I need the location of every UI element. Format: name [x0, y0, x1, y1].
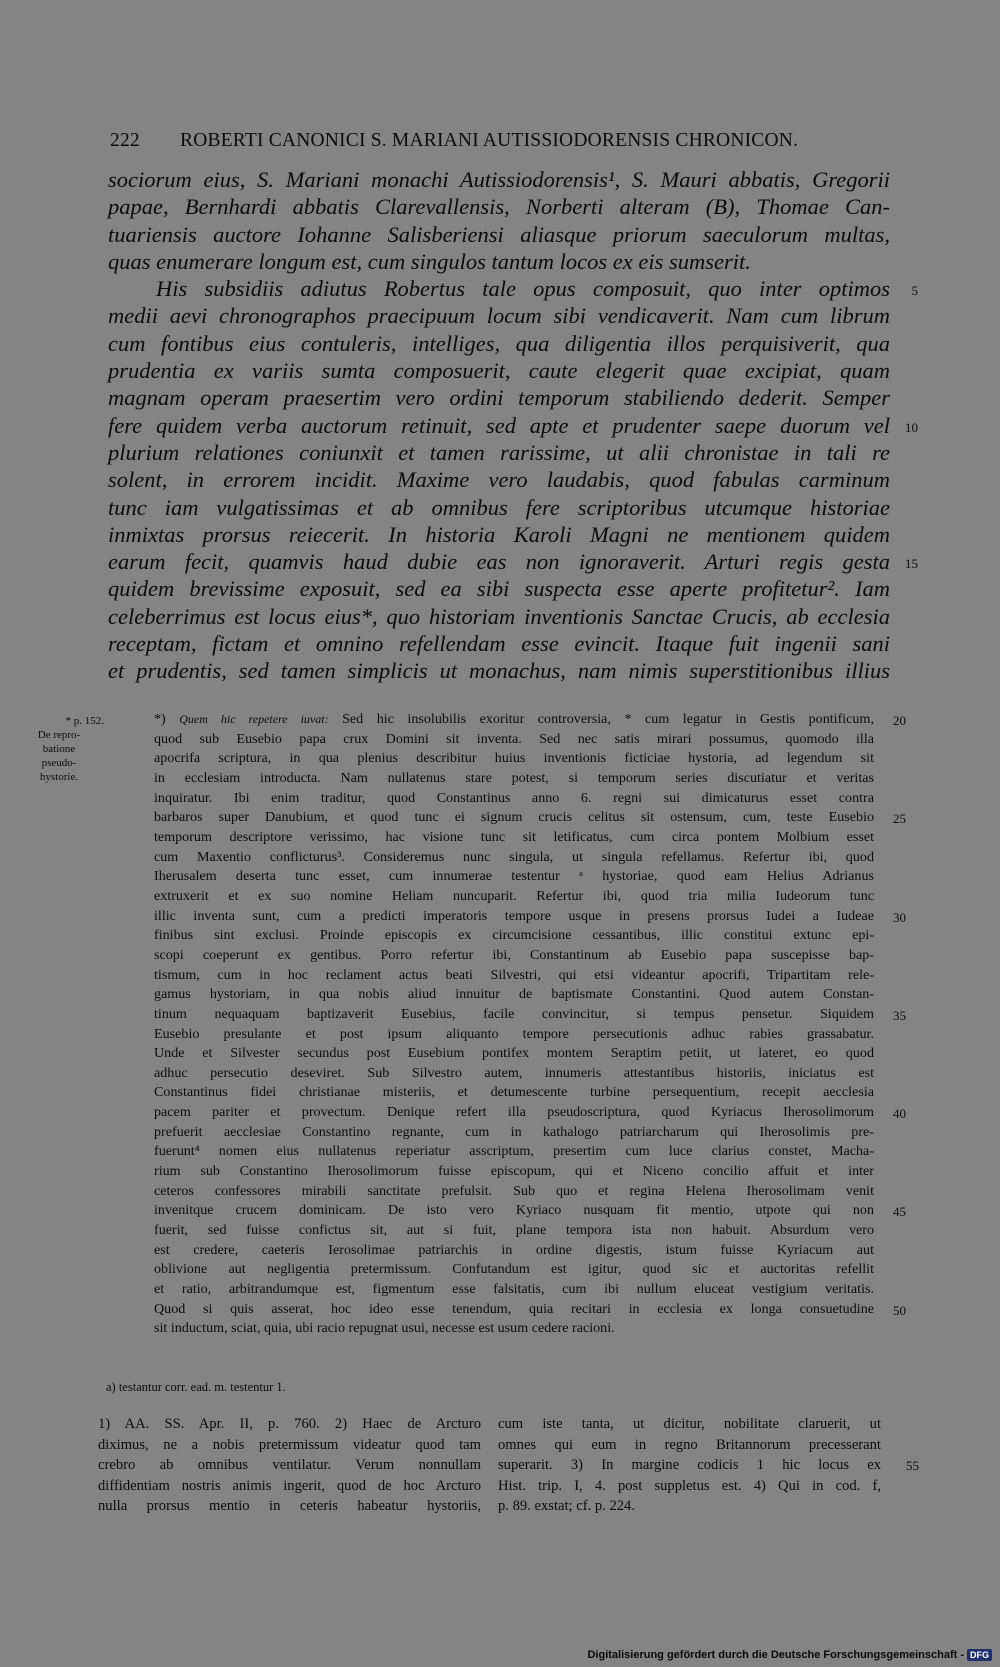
margin-line: batione	[42, 743, 76, 755]
footnote-line	[498, 1496, 881, 1517]
line-text: scopi coeperunt ex gentibus. Porro refertur ibi, Constantinum ab Eusebio papa suscepisse bap-	[154, 946, 874, 963]
line-text: Constantinus fidei christianae misteriis, et detumescente turbine persequentium, recepit aecclesia	[154, 1084, 874, 1101]
line-text: Eusebio presulante et post ipsum aliquanto tempore persecutionis adhuc rabies grassabatur.	[154, 1025, 874, 1042]
note-line	[154, 808, 906, 828]
margin-line: pseudo-	[41, 757, 77, 769]
line-text: plurium relationes coniunxit et tamen rarissime, ut alii chronistae in tali re	[108, 439, 890, 465]
line-text: sit inductum, sciat, quia, ubi racio repugnat usui, necesse est usum cedere racioni.	[154, 1320, 615, 1337]
line-text: Quod si quis asserat, hoc ideo esse tenendum, quia recitari in ecclesia ex longa consuetudine	[154, 1300, 874, 1317]
line-text: est credere, caeteris Ierosolimae patriarchis in ordine digestis, istum fuisse Kyriacum aut	[154, 1241, 874, 1258]
note-line	[154, 1300, 906, 1320]
text-line	[108, 439, 890, 466]
line-number: 35	[893, 1007, 906, 1023]
line-text: tismum, cum in hoc reclament actus beati Silvestri, qui etsi videantur apocrifi, Tripartitam rele-	[154, 966, 874, 983]
digitization-credit	[587, 1649, 992, 1661]
line-text: illic inventa sunt, cum a predicti imperatoris tempore usque in presens prorsus Iudei a Iudeae	[154, 907, 874, 924]
line-text: fuerunt⁴ nomen eius nullatenus reperiatur asscriptum, presertim cum luce clarius constet, Macha-	[154, 1143, 874, 1160]
note-line	[154, 769, 874, 789]
line-text: solent, in errorem incidit. Maxime vero laudabis, quod fabulas carminum	[108, 467, 890, 493]
note-line	[154, 1182, 874, 1202]
note-line	[154, 1201, 906, 1221]
note-line	[154, 907, 906, 927]
line-number: 45	[893, 1204, 906, 1220]
note-line	[154, 867, 874, 887]
note-line	[154, 710, 906, 730]
footnote-line	[98, 1414, 481, 1435]
note-line	[154, 749, 874, 769]
dfg-logo: DFG	[967, 1649, 992, 1661]
line-text: cum iste tanta, ut dicitur, nobilitate claruerit, ut	[498, 1416, 881, 1432]
note-line	[154, 1280, 874, 1300]
note-line	[154, 730, 874, 750]
note-line	[154, 1025, 874, 1045]
text-line	[108, 575, 890, 602]
credit-text: Digitalisierung gefördert durch die Deutsche Forschungsgemeinschaft -	[587, 1649, 964, 1661]
line-text: tunc iam vulgatissimas et ab omnibus fere scriptoribus utcumque historiae	[108, 494, 890, 520]
text-line	[108, 302, 890, 329]
line-number: 40	[893, 1106, 906, 1122]
footnotes-left-column	[98, 1414, 481, 1517]
line-text: p. 89. exstat; cf. p. 224.	[498, 1498, 635, 1514]
line-text: quas enumerare longum est, cum singulos tantum locos ex eis sumserit.	[108, 248, 751, 274]
line-text: papae, Bernhardi abbatis Clarevallensis, Norberti alteram (B), Thomae Can-	[108, 194, 890, 220]
line-text: cum fontibus eius contuleris, intelliges, qua diligentia illos perquisiverit, qua	[108, 330, 890, 356]
text-line	[108, 330, 890, 357]
line-text: gamus hystoriam, in qua nobis aliud innuitur de baptismate Constantini. Quod autem Constan-	[154, 986, 874, 1003]
note-line	[154, 1260, 874, 1280]
text-line	[108, 166, 890, 193]
text-line	[108, 630, 890, 657]
line-text: Unde et Silvester secundus post Eusebium pontifex montem Seraptim petiit, ut lateret, eo quod	[154, 1045, 874, 1062]
margin-page-ref: * p. 152.	[65, 715, 104, 727]
note-line	[154, 926, 874, 946]
line-text: apocrifa scriptura, in qua plenius describitur huius inventionis ficticiae hystoria, ad legendum sit	[154, 750, 874, 767]
note-line	[154, 789, 874, 809]
line-text: receptam, fictam et omnino refellendam esse evincit. Itaque fuit ingenii sani	[108, 631, 890, 657]
line-number: 10	[905, 419, 918, 435]
line-text: oblivione aut negligentia pretermissum. Confutandum est igitur, quod sic et auctoritas refellit	[154, 1261, 874, 1278]
note-line	[154, 1064, 874, 1084]
line-text: prefuerit aecclesiae Constantino regnante, cum in kathalogo patriarcharum qui Iherosolimis pre-	[154, 1123, 874, 1140]
line-number: 50	[893, 1302, 906, 1318]
page-number: 222	[110, 130, 140, 151]
margin-note	[14, 714, 104, 784]
footnote-line	[98, 1435, 481, 1456]
note-line	[154, 1162, 874, 1182]
line-text: crebro ab omnibus ventilatur. Verum nonnullam	[98, 1457, 481, 1473]
note-line	[154, 1083, 874, 1103]
line-text: fere quidem verba auctorum retinuit, sed apte et prudenter saepe duorum vel	[108, 412, 890, 438]
line-text: earum fecit, quamvis haud dubie eas non ignoraverit. Arturi regis gesta	[108, 549, 890, 575]
note-line	[154, 1221, 874, 1241]
line-number: 5	[911, 283, 918, 299]
line-text: adhuc persecutio deseviret. Sub Silvestro autem, innumeris attestantibus historiis, iniciatus est	[154, 1064, 874, 1081]
line-text: invenitque crucem dominicam. De isto vero Kyriaco nusquam fit mentio, utpote qui non	[154, 1202, 874, 1219]
note-line	[154, 1142, 874, 1162]
note-line	[154, 946, 874, 966]
note-block	[154, 710, 906, 1339]
text-line	[108, 494, 890, 521]
footnote-line	[498, 1455, 919, 1476]
line-number: 25	[893, 811, 906, 827]
footnote-line	[98, 1455, 481, 1476]
line-number: 30	[893, 909, 906, 925]
text-line	[108, 193, 890, 220]
line-text: quod sub Eusebio papa crux Domini sit inventa. Sed nec satis mirari possumus, quomodo illa	[154, 730, 874, 747]
footnotes-right-column	[498, 1414, 919, 1517]
margin-line: De repro-	[37, 729, 81, 741]
line-number: 55	[906, 1458, 919, 1473]
footnote-line	[498, 1414, 881, 1435]
text-line	[108, 384, 890, 411]
line-text: superarit. 3) In margine codicis 1 hic locus ex	[498, 1457, 881, 1473]
line-text: fuerit, sed fuisse confictus sit, aut si fuit, plane tempora ista non habuit. Absurdum vero	[154, 1222, 874, 1239]
line-text: medii aevi chronographos praecipuum locum sibi vendicaverit. Nam cum librum	[108, 303, 890, 329]
text-line	[108, 548, 918, 575]
running-title: ROBERTI CANONICI S. MARIANI AUTISSIODORENSIS CHRONICON.	[180, 130, 799, 151]
note-marker: *)	[154, 711, 166, 727]
line-number: 15	[905, 556, 918, 572]
note-line	[154, 966, 874, 986]
running-header	[110, 130, 810, 152]
note-line	[154, 887, 874, 907]
text-line	[108, 603, 890, 630]
line-number: 20	[893, 713, 906, 728]
margin-line: hystorie.	[39, 771, 79, 783]
line-text: magnam operam praesertim vero ordini temporum stabiliendo dederit. Semper	[108, 385, 890, 411]
footnote-line	[498, 1435, 881, 1456]
text-line	[108, 248, 890, 275]
note-line	[154, 828, 874, 848]
line-text: prudentia ex variis sumta composuerit, caute elegerit quae excipiat, quam	[108, 358, 890, 384]
line-text: Iherusalem deserta tunc esset, cum innumerae testentur ᵃ hystoriae, quod eam Helius Adrianus	[154, 868, 874, 885]
line-text: ceteros confessores mirabili sanctitate prefulsit. Sub quo et regina Helena Iherosolimam venit	[154, 1182, 874, 1199]
line-text: diffidentiam nostris animis ingerit, quod de hoc Arcturo	[98, 1477, 481, 1494]
line-text: rium sub Constantino Iherosolimorum fuisse episcopum, qui et Niceno concilio affuit et inter	[154, 1163, 874, 1180]
line-text: nulla prorsus mentio in ceteris habeatur hystoriis,	[98, 1498, 481, 1514]
line-text: Hist. trip. I, 4. post suppletus est. 4) Qui in cod. f,	[498, 1477, 881, 1494]
line-text: extruxerit et ex suo nomine Heliam nuncuparit. Refertur ibi, quod tria milia Iudeorum tunc	[154, 887, 874, 904]
variant-note: a) testantur corr. ead. m. testentur 1.	[106, 1380, 286, 1394]
line-text: Sed hic insolubilis exoritur controversia, * cum legatur in Gestis pontificum,	[342, 711, 874, 727]
line-text: sociorum eius, S. Mariani monachi Autissiodorensis¹, S. Mauri abbatis, Gregorii	[108, 167, 890, 192]
footnote-line	[98, 1496, 481, 1517]
text-line	[108, 357, 890, 384]
note-line	[154, 1319, 874, 1339]
text-line	[108, 466, 890, 493]
line-text: tuariensis auctore Iohanne Salisberiensi aliasque priorum saeculorum multas,	[108, 221, 890, 247]
note-line	[154, 985, 874, 1005]
line-text: tinum nequaquam baptizaverit Eusebius, facile convincitur, si tempus pensetur. Siquidem	[154, 1005, 874, 1022]
footnote-line	[498, 1476, 881, 1497]
note-line	[154, 1103, 906, 1123]
line-text: quidem brevissime exposuit, sed ea sibi suspecta esse aperte profitetur². Iam	[108, 576, 890, 602]
note-line	[154, 1123, 874, 1143]
line-text: et prudentis, sed tamen simplicis ut monachus, nam nimis superstitionibus illius	[108, 658, 890, 684]
line-text: celeberrimus est locus eius*, quo historiam inventionis Sanctae Crucis, ab ecclesia	[108, 603, 890, 629]
line-text: temporum descriptore verissimo, hac visione tunc sit letificatus, cum circa pontem Molbium esset	[154, 828, 874, 845]
text-line	[108, 521, 890, 548]
note-line	[154, 848, 874, 868]
line-text: finibus sint exclusi. Proinde episcopis ex circumcisione cessantibus, illic constitui extunc epi-	[154, 927, 874, 944]
line-text: cum Maxentio conflicturus³. Consideremus nunc singula, ut singula refellamus. Refertur ibi, quod	[154, 848, 874, 865]
line-text: 1) AA. SS. Apr. II, p. 760. 2) Haec de Arcturo	[98, 1416, 481, 1432]
line-text: omnes qui eum in regno Britannorum precesserant	[498, 1436, 881, 1453]
text-line	[108, 412, 918, 439]
footnote-line	[98, 1476, 481, 1497]
line-text: et ratio, arbitrandumque est, figmentum esse falsitatis, cum ibi nullum eluceat vestigium veritatis.	[154, 1281, 874, 1298]
note-intro-phrase: Quem hic repetere iuvat:	[179, 712, 329, 726]
note-line	[154, 1044, 874, 1064]
line-text: diximus, ne a nobis pretermissum videatur quod tam	[98, 1436, 481, 1453]
text-line	[108, 657, 890, 684]
line-text: in ecclesiam introducta. Nam nullatenus stare potest, si temporum series discutiatur et veritas	[154, 769, 874, 786]
main-text	[108, 166, 918, 685]
line-text: His subsidiis adiutus Robertus tale opus composuit, quo inter optimos	[156, 276, 890, 302]
line-text: barbaros super Danubium, et quod tunc ei signum crucis celitus sit ostensum, cum, teste Eusebio	[154, 809, 874, 826]
note-line	[154, 1241, 874, 1261]
text-line	[108, 275, 918, 302]
note-line	[154, 1005, 906, 1025]
line-text: inquiratur. Ibi enim traditur, quod Constantinus anno 6. regni sui dimicaturus esset contra	[154, 789, 874, 806]
line-text: pacem pariter et provectum. Denique refert illa pseudoscriptura, quod Kyriacus Iherosolimorum	[154, 1104, 874, 1121]
line-text: inmixtas prorsus reiecerit. In historia Karoli Magni ne mentionem quidem	[108, 521, 890, 547]
text-line	[108, 221, 890, 248]
